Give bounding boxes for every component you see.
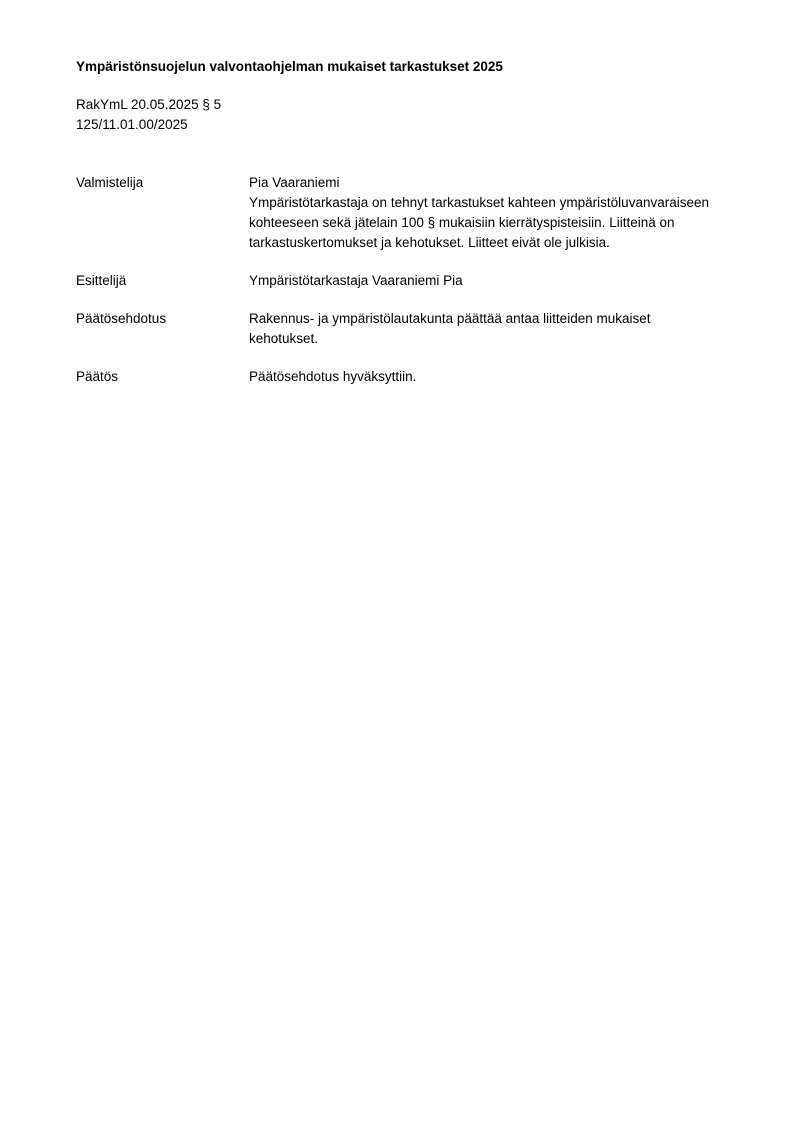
meeting-reference: RakYmL 20.05.2025 § 5 [76,97,222,112]
section-valmistelija [76,173,756,253]
label-esittelija: Esittelijä [76,273,127,288]
section-esittelija [76,271,756,291]
minutes-sections [76,173,756,387]
section-paatos [76,367,756,387]
content-paatos: Päätösehdotus hyväksyttiin. [249,369,417,384]
label-paatosehdotus: Päätösehdotus [76,311,167,326]
document-reference [76,95,221,135]
label-valmistelija: Valmistelija [76,175,144,190]
content-valmistelija [249,173,756,253]
content-esittelija: Ympäristötarkastaja Vaaraniemi Pia [249,273,463,288]
case-number: 125/11.01.00/2025 [76,117,188,132]
section-paatosehdotus [76,309,756,349]
document-title: Ympäristönsuojelun valvontaohjelman mukaiset tarkastukset 2025 [76,59,503,74]
preparer-description: Ympäristötarkastaja on tehnyt tarkastukset kahteen ympäristöluvanvaraiseen kohteeseen sekä jätelain 100 § mukaisiin kierrätyspisteisiin. Liitteinä on tarkastuskertomukset ja kehotukset. Liitteet eivät ole julkisia. [249,195,709,250]
content-paatosehdotus: Rakennus- ja ympäristölautakunta päättää antaa liitteiden mukaiset kehotukset. [249,311,651,346]
label-paatos: Päätös [76,369,119,384]
preparer-name: Pia Vaaraniemi [249,175,340,190]
